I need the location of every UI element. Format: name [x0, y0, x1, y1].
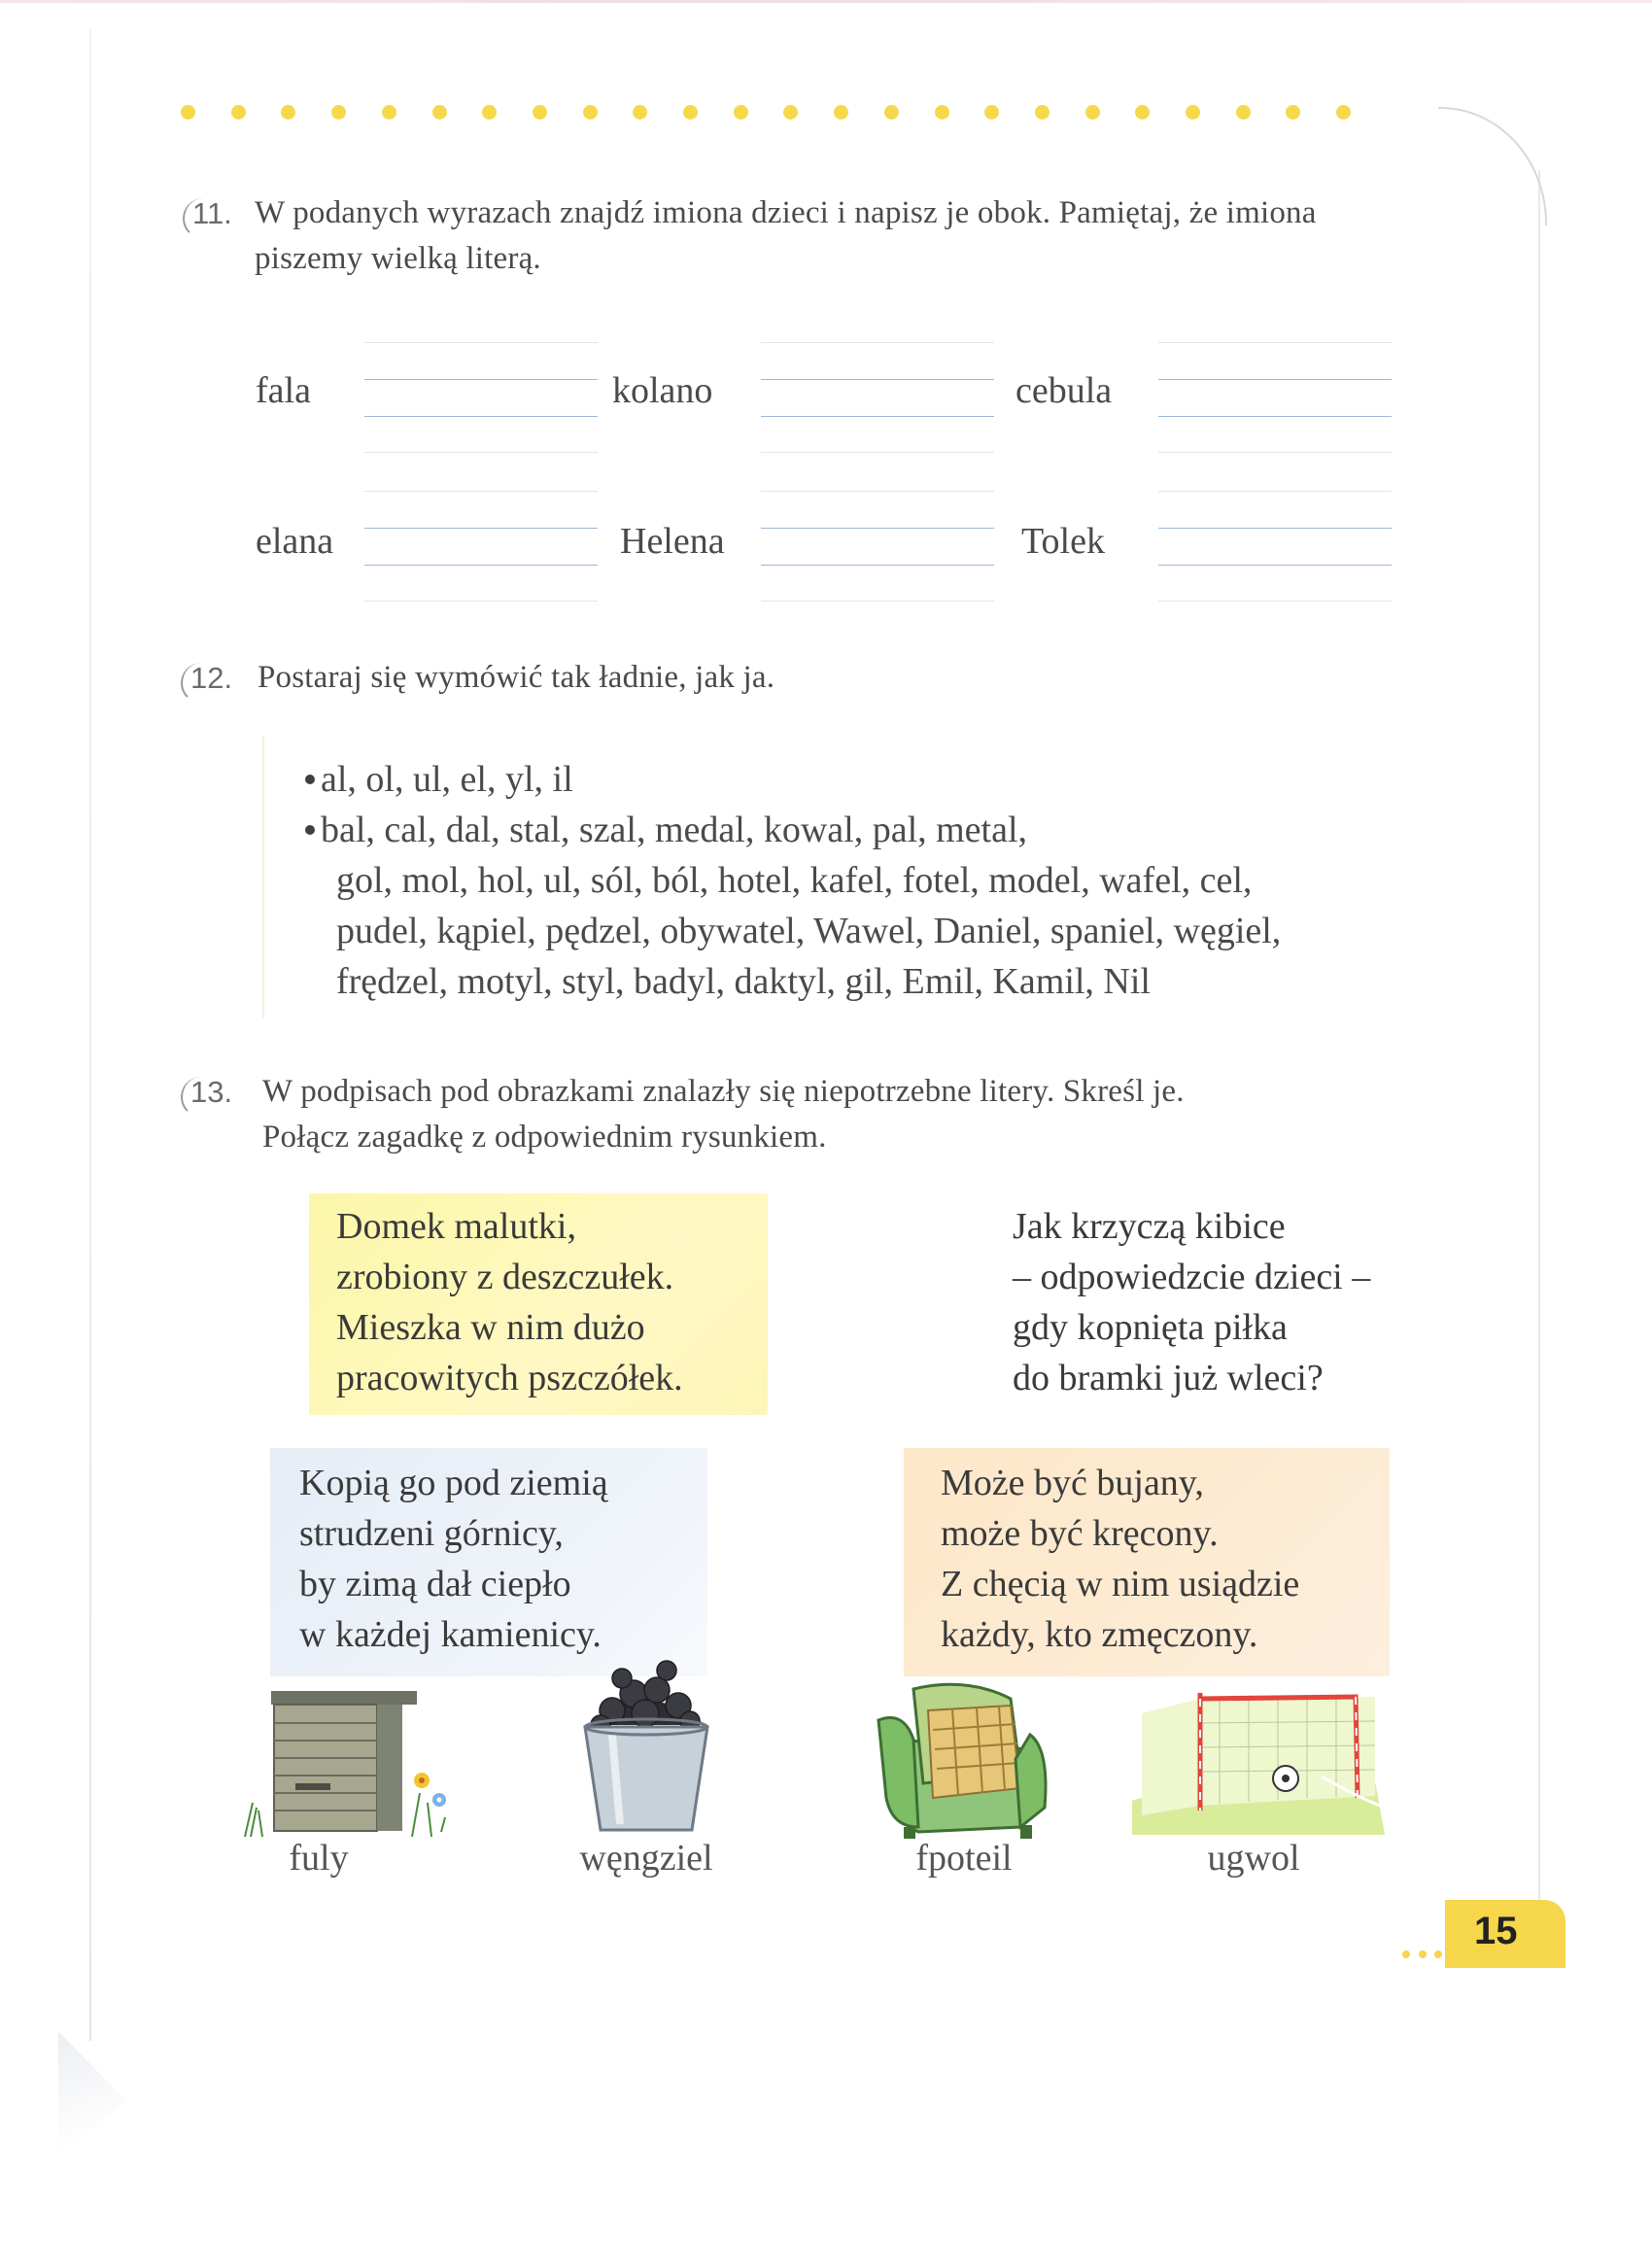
decorative-dot — [1236, 105, 1251, 120]
riddle-line: może być kręcony. — [941, 1513, 1219, 1554]
riddle-line: Jak krzyczą kibice — [1013, 1206, 1286, 1247]
task-11-instruction-line1: W podanych wyrazach znajdź imiona dzieci i napisz je obok. Pamiętaj, że imiona — [255, 195, 1317, 230]
bullet-icon — [305, 825, 315, 835]
riddle-coal[interactable] — [270, 1448, 707, 1676]
word-tolek: Tolek — [1021, 521, 1105, 562]
riddle-line: w każdej kamienicy. — [299, 1614, 602, 1655]
page-edge-right — [1538, 170, 1540, 1900]
task-11-number: 11. — [192, 196, 232, 230]
writing-lines-cebula[interactable] — [1158, 342, 1392, 468]
bullet-icon — [305, 775, 315, 784]
writing-lines-helena[interactable] — [761, 491, 994, 617]
riddle-line: pracowitych pszczółek. — [336, 1358, 683, 1398]
armchair-icon[interactable] — [875, 1681, 1050, 1842]
caption-coal: węngziel — [579, 1838, 713, 1879]
word-helena: Helena — [620, 521, 725, 562]
task-11-instruction-line2: piszemy wielką literą. — [255, 241, 541, 276]
word-kolano: kolano — [612, 370, 713, 411]
writing-lines-elana[interactable] — [364, 491, 598, 617]
riddle-line: Z chęcią w nim usiądzie — [941, 1564, 1300, 1604]
pronunciation-practice-box — [262, 737, 1430, 1018]
practice-words-line2: gol, mol, hol, ul, sól, ból, hotel, kafel, fotel, model, wafel, cel, — [336, 860, 1253, 901]
task-11-instruction — [255, 190, 1317, 282]
task-13-number: 13. — [190, 1075, 233, 1109]
decorative-dot — [432, 105, 447, 120]
page-corner-curve — [1438, 107, 1547, 225]
page-corner-shadow — [58, 2031, 126, 2157]
caption-beehive: fuly — [289, 1838, 349, 1879]
decorative-dot — [533, 105, 547, 120]
page-number: 15 — [1474, 1910, 1518, 1952]
football-goal-icon[interactable] — [1132, 1689, 1385, 1835]
decorative-dot — [1085, 105, 1100, 120]
beehive-icon[interactable] — [237, 1686, 461, 1842]
decorative-dot — [1286, 105, 1300, 120]
writing-lines-tolek[interactable] — [1158, 491, 1392, 617]
writing-lines-fala[interactable] — [364, 342, 598, 468]
riddle-line: by zimą dał ciepło — [299, 1564, 571, 1604]
riddle-line: zrobiony z deszczułek. — [336, 1257, 674, 1297]
word-cebula: cebula — [1015, 370, 1113, 411]
decorative-dot — [482, 105, 497, 120]
task-13-instruction — [262, 1069, 1185, 1160]
riddle-line: – odpowiedzcie dzieci – — [1013, 1257, 1371, 1297]
practice-bullet-2 — [305, 809, 1027, 851]
decorative-dot — [181, 105, 195, 120]
riddle-armchair[interactable] — [904, 1448, 1390, 1676]
riddle-line: strudzeni górnicy, — [299, 1513, 564, 1554]
riddle-line: do bramki już wleci? — [1013, 1358, 1324, 1398]
practice-bullet-1 — [305, 758, 573, 801]
decorative-dot — [783, 105, 798, 120]
practice-words-line4: frędzel, motyl, styl, badyl, daktyl, gil, Emil, Kamil, Nil — [336, 961, 1151, 1002]
decorative-dot — [984, 105, 999, 120]
top-border — [0, 0, 1652, 3]
caption-armchair: fpoteil — [915, 1838, 1013, 1879]
decorative-dot — [834, 105, 848, 120]
decorative-dot — [683, 105, 698, 120]
word-elana: elana — [256, 521, 334, 562]
task-12-instruction: Postaraj się wymówić tak ładnie, jak ja. — [258, 660, 775, 695]
decorative-dot — [583, 105, 598, 120]
writing-lines-kolano[interactable] — [761, 342, 994, 468]
word-fala: fala — [256, 370, 311, 411]
decorative-dot — [734, 105, 748, 120]
task-12-number: 12. — [190, 661, 233, 695]
coal-bucket-icon[interactable] — [573, 1657, 719, 1837]
decorative-dot — [1035, 105, 1050, 120]
page-edge-left — [89, 29, 91, 2041]
decorative-dot — [1336, 105, 1351, 120]
task-13-instruction-line2: Połącz zagadkę z odpowiednim rysunkiem. — [262, 1120, 827, 1155]
page-number-badge — [1445, 1900, 1566, 1968]
decorative-dot — [935, 105, 949, 120]
riddle-goal[interactable] — [1013, 1201, 1421, 1403]
decorative-dot — [281, 105, 295, 120]
riddle-line: Może być bujany, — [941, 1463, 1204, 1503]
decorative-dot — [1186, 105, 1200, 120]
decorative-dot — [1135, 105, 1150, 120]
riddle-line: gdy kopnięta piłka — [1013, 1307, 1288, 1348]
practice-syllables: al, ol, ul, el, yl, il — [321, 759, 573, 800]
decorative-dot — [382, 105, 396, 120]
decorative-dot — [633, 105, 647, 120]
riddle-line: każdy, kto zmęczony. — [941, 1614, 1258, 1655]
riddle-beehive[interactable] — [309, 1193, 768, 1415]
decorative-dot — [884, 105, 899, 120]
practice-words-line1: bal, cal, dal, stal, szal, medal, kowal, pal, metal, — [321, 810, 1028, 850]
practice-words-line3: pudel, kąpiel, pędzel, obywatel, Wawel, Daniel, spaniel, węgiel, — [336, 911, 1282, 951]
riddle-line: Kopią go pod ziemią — [299, 1463, 608, 1503]
decorative-dot — [331, 105, 346, 120]
caption-goal: ugwol — [1207, 1838, 1300, 1879]
decorative-dot-row — [181, 105, 1391, 124]
riddle-line: Domek malutki, — [336, 1206, 576, 1247]
riddle-line: Mieszka w nim dużo — [336, 1307, 645, 1348]
decorative-dot — [231, 105, 246, 120]
task-13-instruction-line1: W podpisach pod obrazkami znalazły się niepotrzebne litery. Skreśl je. — [262, 1074, 1185, 1109]
